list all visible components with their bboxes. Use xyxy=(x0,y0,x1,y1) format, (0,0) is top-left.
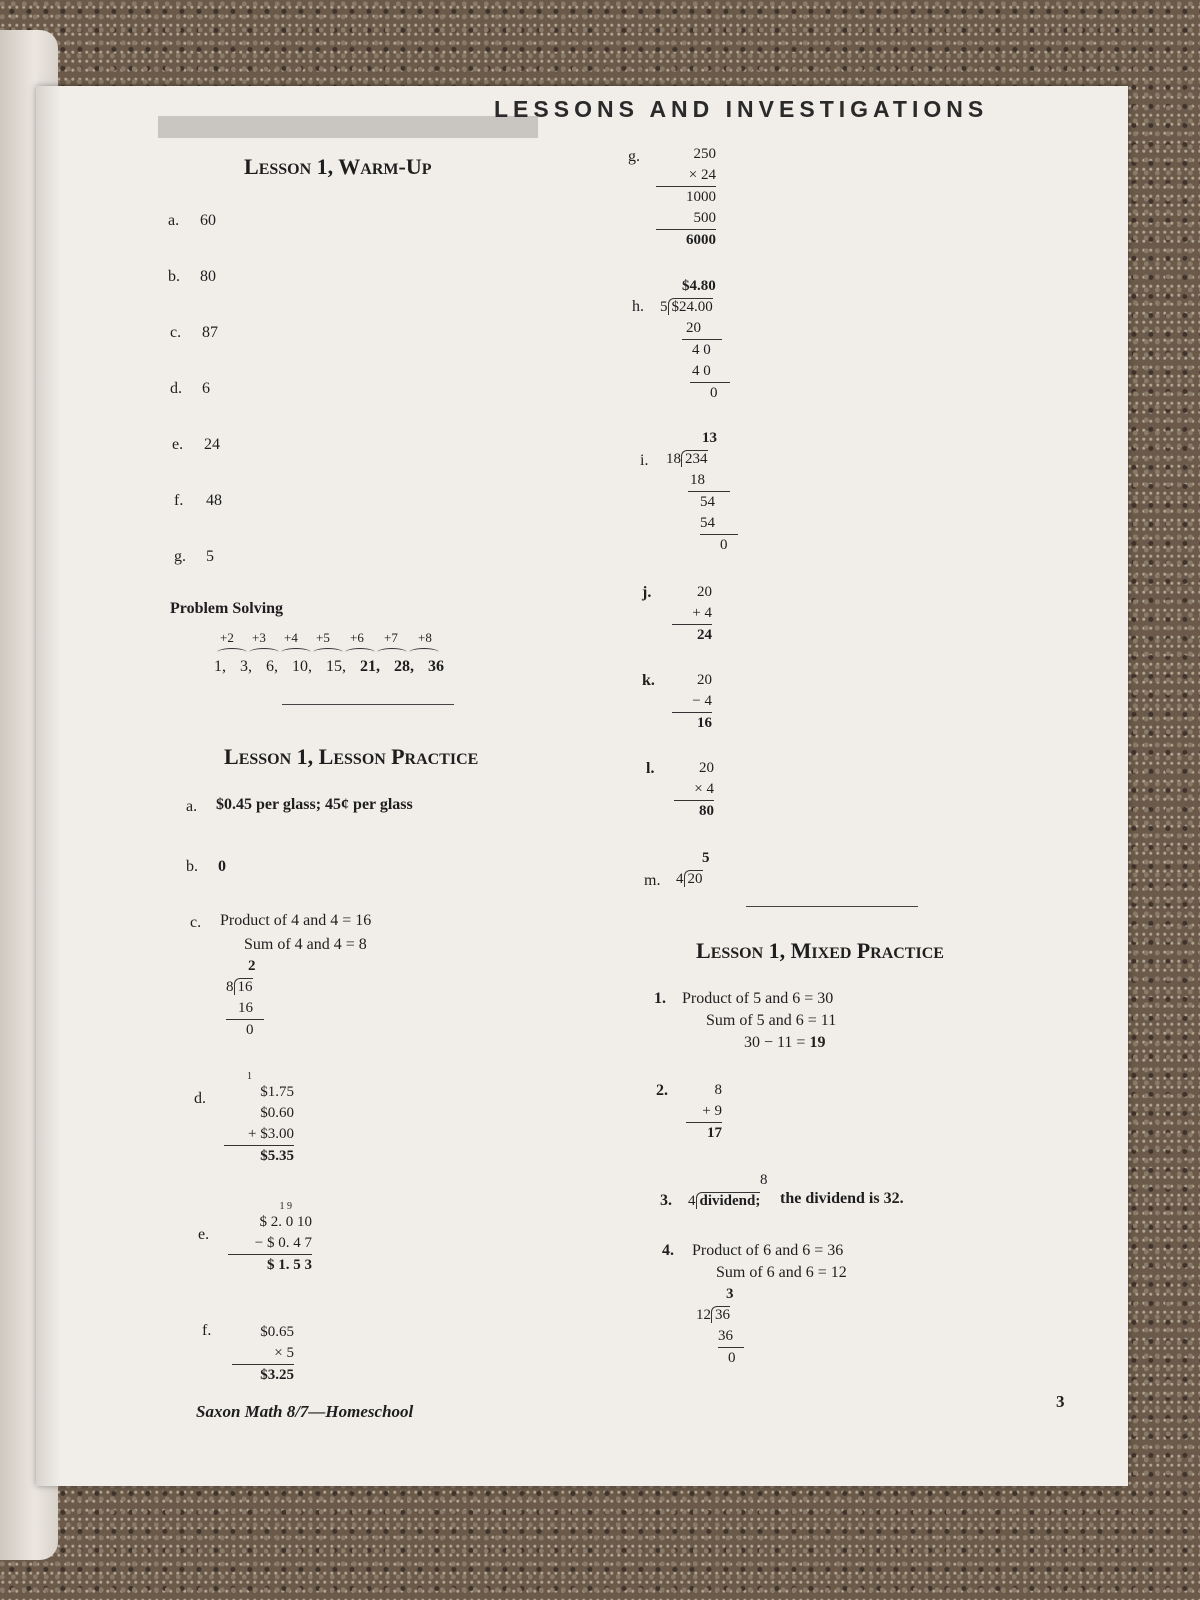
workbook-page xyxy=(36,86,1128,1486)
warmup-label-b: b. xyxy=(168,268,180,285)
warmup-answer-c: 87 xyxy=(202,324,218,341)
practice-c-sum: Sum of 4 and 4 = 8 xyxy=(244,936,367,953)
practice-j-addition: 20 + 4 24 xyxy=(672,582,712,646)
mixed-label-3: 3. xyxy=(660,1192,672,1209)
warmup-label-c: c. xyxy=(170,324,182,341)
warmup-label-d: d. xyxy=(170,380,182,397)
number-sequence: 1, 3, 6, 10, 15, 21, 28, 36 xyxy=(214,658,444,675)
sequence-increments: +2 +3 +4 +5 +6 +7 +8 xyxy=(220,630,432,645)
practice-label-i: i. xyxy=(640,452,649,469)
lesson-practice-title: LESSON 1, LESSON PRACTICE xyxy=(224,744,479,769)
practice-label-d: d. xyxy=(194,1090,206,1107)
practice-answer-b: 0 xyxy=(218,858,226,875)
warmup-answer-e: 24 xyxy=(204,436,220,453)
practice-k-subtraction: 20 − 4 16 xyxy=(672,670,712,734)
practice-label-k: k. xyxy=(642,672,655,689)
practice-label-e: e. xyxy=(198,1226,210,1243)
warmup-answer-a: 60 xyxy=(200,212,216,229)
warmup-label-e: e. xyxy=(172,436,184,453)
practice-label-g: g. xyxy=(628,148,640,165)
practice-label-c: c. xyxy=(190,914,202,931)
practice-g-multiplication: 250 × 24 1000 500 6000 xyxy=(656,144,716,251)
book-title-footer: Saxon Math 8/7—Homeschool xyxy=(196,1402,414,1421)
practice-f-multiplication: $0.65 × 5 $3.25 xyxy=(232,1322,294,1386)
page-header: LESSONS AND INVESTIGATIONS xyxy=(494,96,989,122)
mixed-q2-addition: 8 + 9 17 xyxy=(686,1080,722,1144)
practice-label-m: m. xyxy=(644,872,661,889)
section-divider-right xyxy=(746,906,918,907)
mixed-q1-difference: 30 − 11 = 19 xyxy=(744,1034,826,1051)
mixed-q4-product: Product of 6 and 6 = 36 xyxy=(692,1242,844,1259)
practice-label-j: j. xyxy=(642,584,652,601)
warmup-answer-f: 48 xyxy=(206,492,222,509)
practice-c-product: Product of 4 and 4 = 16 xyxy=(220,912,372,929)
warmup-title: LESSON 1, WARM-UP xyxy=(244,154,432,179)
spine-shadow xyxy=(36,86,62,1486)
practice-c-division: 2 8 16 16 0 xyxy=(226,956,264,1041)
warmup-answer-d: 6 xyxy=(202,380,210,397)
practice-label-f: f. xyxy=(202,1322,212,1339)
mixed-label-1: 1. xyxy=(654,990,666,1007)
mixed-q1-sum: Sum of 5 and 6 = 11 xyxy=(706,1012,837,1029)
mixed-q3-division: 8 4 dividend; xyxy=(688,1172,768,1209)
practice-e-subtraction: 1 9 $ 2. 0 10 − $ 0. 4 7 $ 1. 5 3 xyxy=(228,1202,312,1276)
practice-h-division: $4.80 5 $24.00 20 4 0 4 0 0 xyxy=(660,276,730,404)
page-number: 3 xyxy=(1056,1392,1065,1411)
practice-i-division: 13 18 234 18 54 54 0 xyxy=(666,428,738,556)
problem-solving-title: Problem Solving xyxy=(170,600,284,617)
warmup-answer-b: 80 xyxy=(200,268,216,285)
mixed-practice-title: LESSON 1, MIXED PRACTICE xyxy=(696,938,944,963)
header-bar xyxy=(158,116,538,138)
warmup-label-g: g. xyxy=(174,548,186,565)
warmup-answer-g: 5 xyxy=(206,548,214,565)
mixed-q4-sum: Sum of 6 and 6 = 12 xyxy=(716,1264,847,1281)
practice-d-addition: 1 $1.75 $0.60 + $3.00 $5.35 xyxy=(224,1072,294,1167)
practice-label-h: h. xyxy=(632,298,644,315)
mixed-label-2: 2. xyxy=(656,1082,668,1099)
warmup-label-f: f. xyxy=(174,492,184,509)
mixed-q4-division: 3 12 36 36 0 xyxy=(696,1284,744,1369)
practice-m-division: 5 4 20 xyxy=(676,850,710,887)
practice-l-multiplication: 20 × 4 80 xyxy=(674,758,714,822)
practice-answer-a: $0.45 per glass; 45¢ per glass xyxy=(216,796,413,813)
practice-label-a: a. xyxy=(186,798,198,815)
mixed-label-4: 4. xyxy=(662,1242,674,1259)
mixed-q3-answer: the dividend is 32. xyxy=(780,1190,904,1207)
section-divider-left xyxy=(282,704,454,705)
warmup-label-a: a. xyxy=(168,212,180,229)
practice-label-l: l. xyxy=(646,760,655,777)
mixed-q1-product: Product of 5 and 6 = 30 xyxy=(682,990,834,1007)
practice-label-b: b. xyxy=(186,858,198,875)
